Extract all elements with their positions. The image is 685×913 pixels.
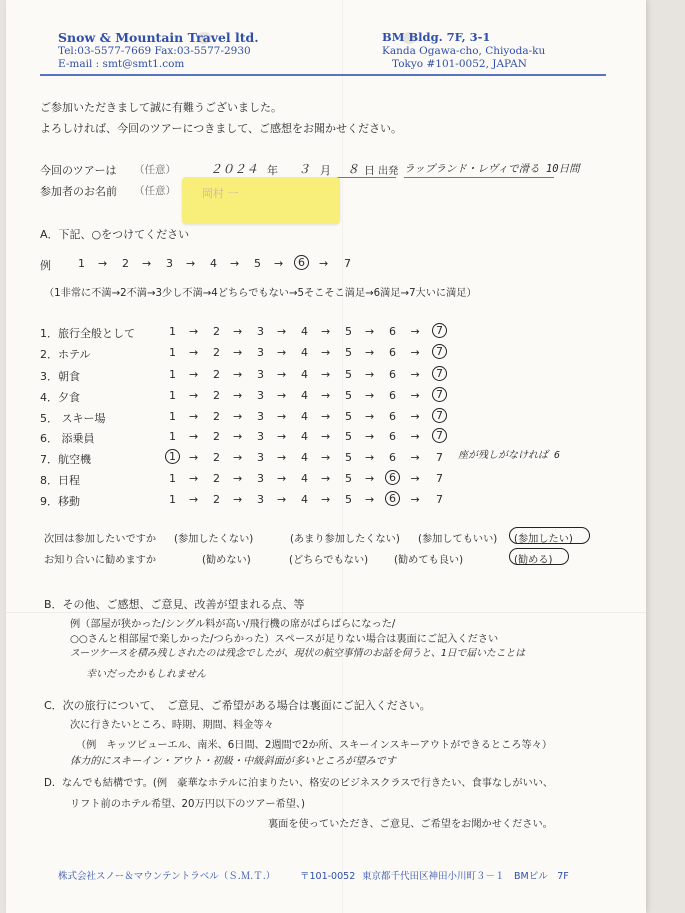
airline-note: 座が残しがなければ 6 bbox=[458, 450, 561, 461]
scale-number-3: 3 bbox=[257, 389, 264, 402]
arrow-icon: → bbox=[233, 325, 243, 338]
participant-name: 岡村 一 bbox=[202, 187, 239, 200]
name-optional: （任意） bbox=[134, 185, 176, 197]
company-building: BM Bldg. 7F, 3-1 bbox=[382, 30, 491, 44]
section-d-line-2: リフト前のホテル希望、20万円以下のツアー希望、) bbox=[70, 799, 305, 810]
rating-label-7: 7．航空機 bbox=[40, 453, 91, 466]
scale-number-7: 7 bbox=[344, 257, 351, 270]
section-a-title: A．下記、○をつけてください bbox=[40, 228, 190, 241]
arrow-icon: → bbox=[319, 257, 329, 270]
rating-label-2: 2．ホテル bbox=[40, 348, 91, 361]
scale-number-4: 4 bbox=[210, 257, 217, 270]
scale-number-7-selected: 7 bbox=[432, 408, 447, 423]
scale-number-6: 6 bbox=[389, 410, 396, 423]
arrow-icon: → bbox=[365, 346, 375, 359]
scale-number-3: 3 bbox=[257, 410, 264, 423]
arrow-icon: → bbox=[277, 325, 287, 338]
arrow-icon: → bbox=[274, 257, 284, 270]
tour-label: 今回のツアーは bbox=[40, 164, 117, 177]
scale-number-6: 6 bbox=[389, 451, 396, 464]
company-name-en: Snow & Mountain Travel ltd. bbox=[58, 30, 259, 45]
rating-label-4: 4．夕食 bbox=[40, 391, 80, 404]
scale-number-1: 1 bbox=[169, 493, 176, 506]
scale-number-4: 4 bbox=[301, 472, 308, 485]
footer-postal: 〒101-0052 bbox=[300, 871, 356, 882]
rating-label-9: 9．移動 bbox=[40, 495, 80, 508]
next-time-selected-circle bbox=[509, 527, 590, 544]
scale-number-7-selected: 7 bbox=[432, 323, 447, 338]
arrow-icon: → bbox=[233, 451, 243, 464]
arrow-icon: → bbox=[189, 493, 199, 506]
arrow-icon: → bbox=[189, 410, 199, 423]
footer-company: 株式会社スノー＆マウンテントラベル（Ｓ.Ｍ.Ｔ.） bbox=[58, 871, 276, 882]
scale-number-6: 6 bbox=[389, 325, 396, 338]
arrow-icon: → bbox=[233, 410, 243, 423]
scale-number-3: 3 bbox=[257, 472, 264, 485]
scale-number-1: 1 bbox=[169, 472, 176, 485]
arrow-icon: → bbox=[233, 430, 243, 443]
arrow-icon: → bbox=[233, 472, 243, 485]
scale-number-5: 5 bbox=[345, 493, 352, 506]
arrow-icon: → bbox=[277, 451, 287, 464]
scale-number-1: 1 bbox=[169, 430, 176, 443]
tour-day: ８ bbox=[347, 162, 360, 176]
scale-number-7-selected: 7 bbox=[432, 366, 447, 381]
arrow-icon: → bbox=[321, 472, 331, 485]
arrow-icon: → bbox=[277, 346, 287, 359]
arrow-icon: → bbox=[365, 493, 375, 506]
section-b-title: B．その他、ご感想、ご意見、改善が望まれる点、等 bbox=[44, 598, 305, 611]
scale-number-5: 5 bbox=[345, 472, 352, 485]
arrow-icon: → bbox=[233, 389, 243, 402]
arrow-icon: → bbox=[189, 325, 199, 338]
arrow-icon: → bbox=[365, 325, 375, 338]
section-c-title: C．次の旅行について、 ご意見、ご希望がある場合は裏面にご記入ください。 bbox=[44, 699, 431, 712]
scale-number-4: 4 bbox=[301, 493, 308, 506]
section-b-answer-2: 幸いだったかもしれません bbox=[86, 669, 206, 680]
section-b-example-2: ○○さんと相部屋で楽しかった/つらかった）スペースが足りない場合は裏面にご記入ください bbox=[70, 634, 499, 645]
scale-number-4: 4 bbox=[301, 346, 308, 359]
scale-number-6-selected: 6 bbox=[385, 470, 400, 485]
recommend-option-4: (勧める) bbox=[514, 555, 553, 566]
tour-year: ２０２４ bbox=[210, 162, 259, 176]
scale-number-2: 2 bbox=[213, 451, 220, 464]
scale-number-4: 4 bbox=[301, 389, 308, 402]
scale-number-4: 4 bbox=[301, 368, 308, 381]
arrow-icon: → bbox=[230, 257, 240, 270]
rating-label-5: 5． スキー場 bbox=[40, 412, 106, 425]
arrow-icon: → bbox=[189, 389, 199, 402]
scale-number-3: 3 bbox=[257, 493, 264, 506]
scale-number-5: 5 bbox=[345, 325, 352, 338]
scale-number-3: 3 bbox=[257, 451, 264, 464]
scale-number-2: 2 bbox=[213, 346, 220, 359]
section-c-example: （例 キッツビューエル、南米、6日間、2週間で2か所、スキーインスキーアウトができるところ等々） bbox=[76, 740, 553, 751]
arrow-icon: → bbox=[321, 493, 331, 506]
arrow-icon: → bbox=[365, 410, 375, 423]
arrow-icon: → bbox=[189, 368, 199, 381]
arrow-icon: → bbox=[410, 389, 420, 402]
arrow-icon: → bbox=[277, 472, 287, 485]
scale-number-6-selected: 6 bbox=[385, 491, 400, 506]
recommend-selected-circle bbox=[509, 548, 569, 565]
arrow-icon: → bbox=[410, 430, 420, 443]
arrow-icon: → bbox=[365, 368, 375, 381]
survey-sheet bbox=[6, 0, 646, 913]
arrow-icon: → bbox=[365, 430, 375, 443]
scale-number-1: 1 bbox=[169, 346, 176, 359]
tour-month: ３ bbox=[298, 162, 311, 176]
arrow-icon: → bbox=[233, 368, 243, 381]
arrow-icon: → bbox=[277, 389, 287, 402]
arrow-icon: → bbox=[410, 493, 420, 506]
arrow-icon: → bbox=[277, 410, 287, 423]
scale-number-2: 2 bbox=[213, 368, 220, 381]
scale-number-5: 5 bbox=[345, 346, 352, 359]
scale-number-6: 6 bbox=[389, 346, 396, 359]
scale-number-2: 2 bbox=[213, 472, 220, 485]
recommend-question: お知り合いに勧めますか bbox=[44, 555, 157, 566]
scale-number-5: 5 bbox=[345, 389, 352, 402]
scale-number-3: 3 bbox=[166, 257, 173, 270]
scale-number-6: 6 bbox=[389, 430, 396, 443]
arrow-icon: → bbox=[233, 493, 243, 506]
scale-number-2: 2 bbox=[213, 493, 220, 506]
scale-number-5: 5 bbox=[345, 430, 352, 443]
arrow-icon: → bbox=[321, 389, 331, 402]
arrow-icon: → bbox=[277, 493, 287, 506]
scale-number-7: 7 bbox=[436, 451, 443, 464]
scale-number-2: 2 bbox=[213, 325, 220, 338]
example-label: 例 bbox=[40, 259, 51, 272]
arrow-icon: → bbox=[189, 472, 199, 485]
arrow-icon: → bbox=[277, 430, 287, 443]
recommend-option-3: (勧めても良い) bbox=[394, 555, 464, 566]
arrow-icon: → bbox=[189, 346, 199, 359]
depart-label: 出発 bbox=[378, 166, 399, 177]
arrow-icon: → bbox=[365, 472, 375, 485]
arrow-icon: → bbox=[410, 472, 420, 485]
scale-number-4: 4 bbox=[301, 410, 308, 423]
section-b-answer-1: スーツケースを積み残しされたのは残念でしたが、現状の航空事情のお話を伺うと、1日で届いたことは bbox=[70, 648, 526, 659]
scale-number-2: 2 bbox=[122, 257, 129, 270]
scale-number-2: 2 bbox=[213, 430, 220, 443]
scale-number-7-selected: 7 bbox=[432, 387, 447, 402]
rating-label-8: 8．日程 bbox=[40, 474, 80, 487]
next-time-option-1: (参加したくない) bbox=[174, 534, 254, 545]
scale-number-4: 4 bbox=[301, 451, 308, 464]
recommend-option-2: (どちらでもない) bbox=[289, 555, 369, 566]
arrow-icon: → bbox=[410, 410, 420, 423]
arrow-icon: → bbox=[98, 257, 108, 270]
scale-number-3: 3 bbox=[257, 346, 264, 359]
arrow-icon: → bbox=[410, 346, 420, 359]
arrow-icon: → bbox=[321, 325, 331, 338]
month-unit: 月 bbox=[320, 164, 331, 177]
arrow-icon: → bbox=[410, 325, 420, 338]
section-b-example-1: 例（部屋が狭かった/シングル料が高い/飛行機の席がばらばらになった/ bbox=[70, 619, 396, 630]
tour-name-underline bbox=[404, 177, 554, 178]
arrow-icon: → bbox=[321, 430, 331, 443]
arrow-icon: → bbox=[233, 346, 243, 359]
scale-number-5: 5 bbox=[345, 410, 352, 423]
arrow-icon: → bbox=[410, 451, 420, 464]
scale-number-1: 1 bbox=[169, 325, 176, 338]
tour-optional: （任意） bbox=[134, 164, 176, 176]
scale-number-7-selected: 7 bbox=[432, 344, 447, 359]
arrow-icon: → bbox=[189, 451, 199, 464]
scale-number-3: 3 bbox=[257, 325, 264, 338]
scale-number-3: 3 bbox=[257, 368, 264, 381]
day-unit: 日 bbox=[364, 164, 375, 177]
header-divider bbox=[40, 74, 606, 76]
arrow-icon: → bbox=[277, 368, 287, 381]
section-d-line-1: D．なんでも結構です。(例 豪華なホテルに泊まりたい、格安のビジネスクラスで行きたい、食事なしがいい、 bbox=[44, 778, 554, 789]
rating-label-3: 3．朝食 bbox=[40, 370, 80, 383]
scale-number-6-selected: 6 bbox=[294, 255, 309, 270]
arrow-icon: → bbox=[321, 346, 331, 359]
scale-legend: （1非常に不満→2不満→3少し不満→4どちらでもない→5そこそこ満足→6満足→7大いに満足） bbox=[44, 288, 477, 299]
next-time-option-4: (参加したい) bbox=[514, 534, 573, 545]
fold-line-horizontal bbox=[6, 612, 646, 613]
next-time-option-2: (あまり参加したくない) bbox=[290, 534, 400, 545]
company-city: Tokyo #101-0052, JAPAN bbox=[392, 58, 527, 70]
scale-number-6: 6 bbox=[389, 368, 396, 381]
arrow-icon: → bbox=[321, 410, 331, 423]
intro-line-2: よろしければ、今回のツアーにつきまして、ご感想をお聞かせください。 bbox=[40, 122, 403, 135]
section-c-answer: 体力的にスキーイン・アウト・初級・中級斜面が多いところが望みです bbox=[70, 756, 396, 767]
arrow-icon: → bbox=[365, 389, 375, 402]
company-tel-fax: Tel:03-5577-7669 Fax:03-5577-2930 bbox=[58, 45, 251, 57]
scale-number-2: 2 bbox=[213, 389, 220, 402]
tour-name: ラップランド・レヴィで滑る 10日間 bbox=[404, 163, 580, 175]
scale-number-3: 3 bbox=[257, 430, 264, 443]
recommend-option-1: (勧めない) bbox=[202, 555, 251, 566]
scale-number-5: 5 bbox=[345, 368, 352, 381]
scale-number-1: 1 bbox=[169, 389, 176, 402]
scale-number-7: 7 bbox=[436, 493, 443, 506]
company-street: Kanda Ogawa-cho, Chiyoda-ku bbox=[382, 45, 546, 57]
arrow-icon: → bbox=[321, 451, 331, 464]
next-time-question: 次回は参加したいですか bbox=[44, 534, 157, 545]
scale-number-2: 2 bbox=[213, 410, 220, 423]
year-unit: 年 bbox=[267, 164, 278, 177]
section-c-prompt: 次に行きたいところ、時期、期間、料金等々 bbox=[70, 720, 274, 731]
section-d-line-3: 裏面を使っていただき、ご意見、ご希望をお聞かせください。 bbox=[268, 819, 553, 830]
arrow-icon: → bbox=[321, 368, 331, 381]
arrow-icon: → bbox=[142, 257, 152, 270]
company-email: E-mail : smt@smt1.com bbox=[58, 58, 185, 70]
scale-number-1-selected: 1 bbox=[165, 449, 180, 464]
scale-number-7: 7 bbox=[436, 472, 443, 485]
scale-number-5: 5 bbox=[345, 451, 352, 464]
scale-number-1: 1 bbox=[169, 368, 176, 381]
name-label: 参加者のお名前 bbox=[40, 185, 117, 198]
scale-number-6: 6 bbox=[389, 389, 396, 402]
scale-number-1: 1 bbox=[78, 257, 85, 270]
arrow-icon: → bbox=[410, 368, 420, 381]
footer-address: 東京都千代田区神田小川町３－１ BMビル 7F bbox=[362, 871, 569, 882]
next-time-option-3: (参加してもいい) bbox=[418, 534, 498, 545]
scale-number-5: 5 bbox=[254, 257, 261, 270]
rating-label-6: 6． 添乗員 bbox=[40, 432, 95, 445]
scale-number-4: 4 bbox=[301, 430, 308, 443]
arrow-icon: → bbox=[365, 451, 375, 464]
intro-line-1: ご参加いただきまして誠に有難うございました。 bbox=[40, 101, 282, 114]
arrow-icon: → bbox=[186, 257, 196, 270]
arrow-icon: → bbox=[189, 430, 199, 443]
scale-number-1: 1 bbox=[169, 410, 176, 423]
scale-number-7-selected: 7 bbox=[432, 428, 447, 443]
scale-number-4: 4 bbox=[301, 325, 308, 338]
rating-label-1: 1．旅行全般として bbox=[40, 327, 135, 340]
